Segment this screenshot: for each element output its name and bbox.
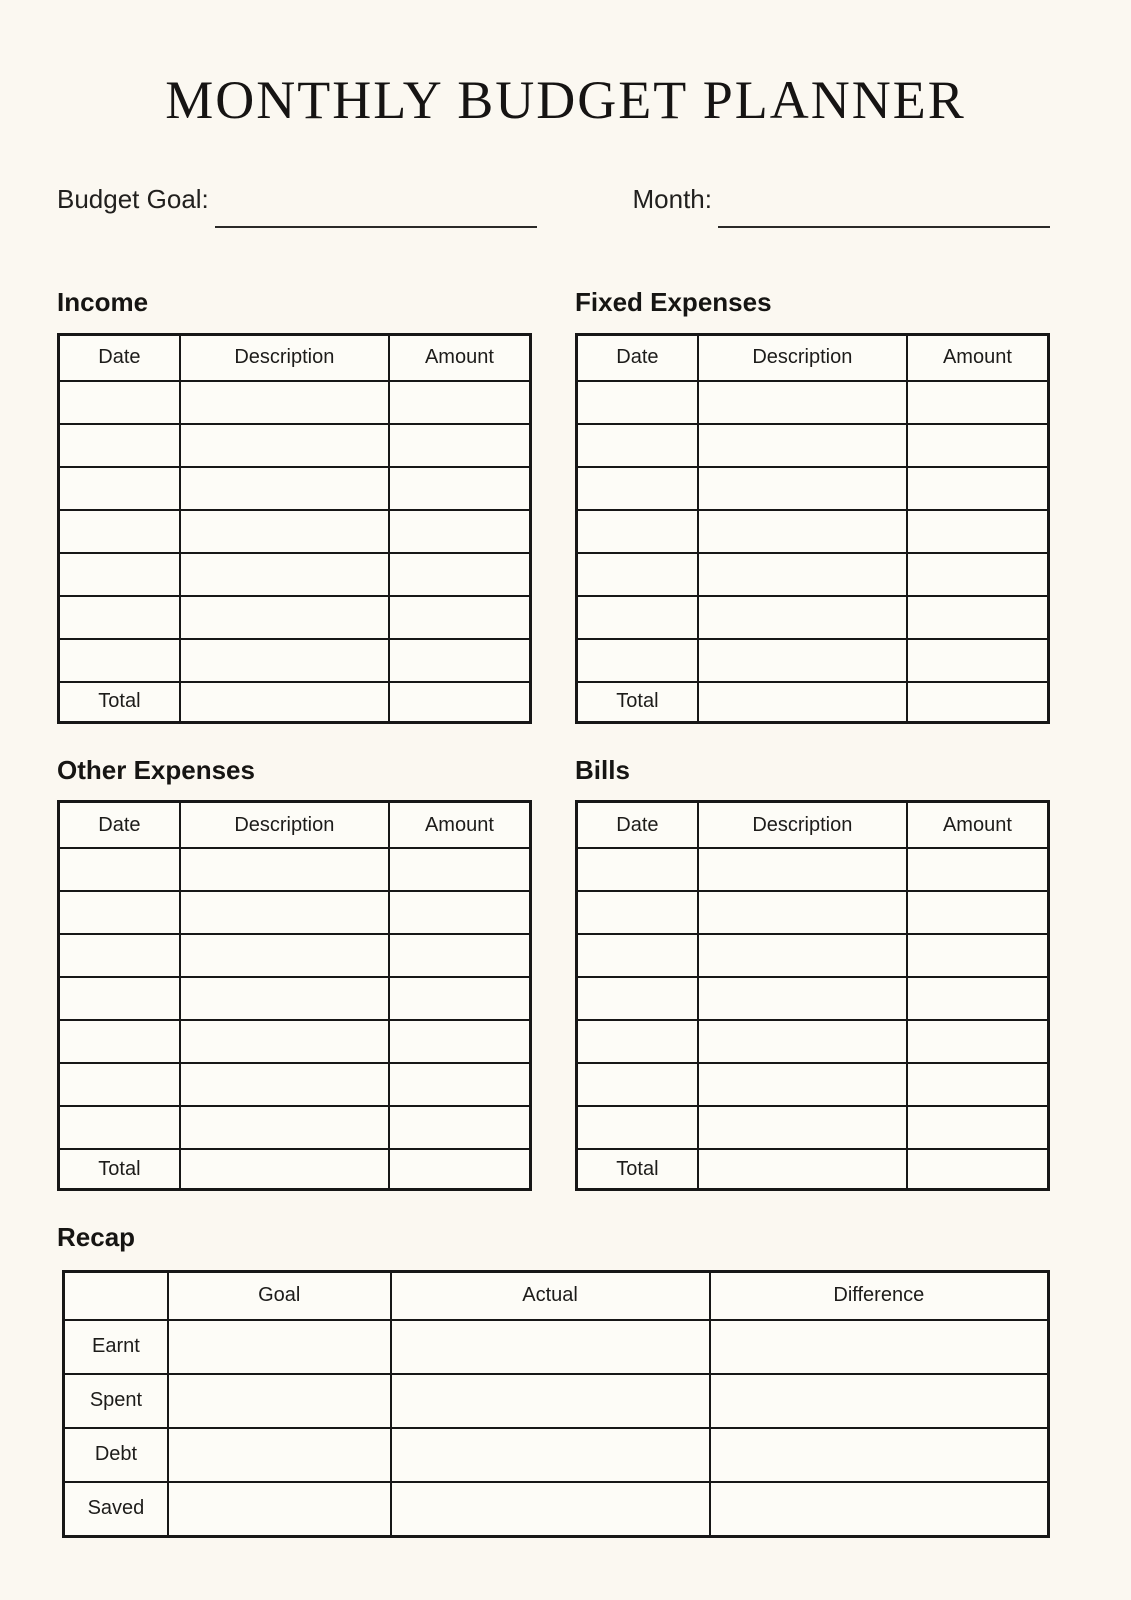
date-cell[interactable] [577,848,698,891]
amount-cell[interactable] [389,977,531,1020]
entry-row [59,934,531,977]
date-cell[interactable] [59,467,180,510]
amount-cell[interactable] [907,639,1049,682]
description-cell[interactable] [180,848,389,891]
description-cell[interactable] [180,424,389,467]
description-cell[interactable] [698,424,907,467]
amount-cell[interactable] [389,553,531,596]
entry-row [59,977,531,1020]
description-column-header: Description [698,334,907,381]
header-row [59,334,531,381]
amount-cell[interactable] [389,934,531,977]
recap-section [57,1221,1050,1538]
total-row [59,1149,531,1190]
total-description-cell[interactable] [698,1149,907,1190]
description-cell[interactable] [180,381,389,424]
total-label-cell: Total [577,682,698,723]
description-cell[interactable] [698,467,907,510]
description-cell[interactable] [698,1063,907,1106]
amount-cell[interactable] [389,467,531,510]
description-cell[interactable] [698,510,907,553]
date-cell[interactable] [59,1063,180,1106]
date-cell[interactable] [59,1020,180,1063]
amount-cell[interactable] [389,1020,531,1063]
actual-column-header: Actual [391,1271,710,1320]
difference-column-header: Difference [710,1271,1049,1320]
total-amount-cell[interactable] [389,682,531,723]
amount-cell[interactable] [389,1063,531,1106]
date-cell[interactable] [577,596,698,639]
date-cell[interactable] [59,977,180,1020]
actual-cell[interactable] [391,1374,710,1428]
amount-cell[interactable] [907,424,1049,467]
page-title: MONTHLY BUDGET PLANNER [165,70,966,130]
date-column-header: Date [577,334,698,381]
other-expenses-section-title: Other Expenses [57,754,255,785]
amount-column-header: Amount [907,802,1049,849]
entry-row [59,381,531,424]
fixed-expenses-section [575,216,1050,724]
date-cell[interactable] [577,424,698,467]
form-header [57,183,1050,217]
amount-cell[interactable] [389,381,531,424]
entry-row [577,891,1049,934]
income-section [57,216,532,724]
tables-row-2 [57,724,1050,1192]
amount-cell[interactable] [907,510,1049,553]
date-cell[interactable] [59,639,180,682]
amount-cell[interactable] [389,891,531,934]
actual-cell[interactable] [391,1482,710,1537]
amount-cell[interactable] [907,1106,1049,1149]
header-row [577,334,1049,381]
description-cell[interactable] [180,977,389,1020]
description-cell[interactable] [698,596,907,639]
entry-row [59,639,531,682]
description-cell[interactable] [180,891,389,934]
entry-row [577,1106,1049,1149]
description-cell[interactable] [698,639,907,682]
total-label-cell: Total [577,1149,698,1190]
date-cell[interactable] [577,977,698,1020]
description-cell[interactable] [180,639,389,682]
total-row [577,1149,1049,1190]
income-table [57,333,532,724]
entry-row [59,424,531,467]
amount-column-header: Amount [389,334,531,381]
bills-section-title: Bills [575,754,630,785]
description-cell[interactable] [698,1106,907,1149]
amount-column-header: Amount [907,334,1049,381]
income-section-title: Income [57,287,149,318]
entry-row [577,848,1049,891]
date-cell[interactable] [577,934,698,977]
entry-row [59,553,531,596]
difference-cell[interactable] [710,1374,1049,1428]
tables-row-1 [57,216,1050,724]
description-cell[interactable] [180,1020,389,1063]
amount-cell[interactable] [907,891,1049,934]
date-column-header: Date [577,802,698,849]
entry-row [59,1106,531,1149]
description-cell[interactable] [180,596,389,639]
bills-table [575,800,1050,1191]
entry-row [59,1020,531,1063]
entry-row [577,977,1049,1020]
total-row [59,682,531,723]
amount-cell[interactable] [907,381,1049,424]
fixed-expenses-table [575,333,1050,724]
amount-cell[interactable] [389,596,531,639]
recap-row-label: Spent [64,1374,168,1428]
amount-cell[interactable] [389,848,531,891]
goal-cell[interactable] [168,1428,391,1482]
actual-cell[interactable] [391,1428,710,1482]
difference-cell[interactable] [710,1428,1049,1482]
amount-cell[interactable] [389,639,531,682]
header-row [59,802,531,849]
total-label-cell: Total [59,1149,180,1190]
entry-row [577,381,1049,424]
date-cell[interactable] [59,510,180,553]
entry-row [59,596,531,639]
total-row [577,682,1049,723]
other-expenses-table [57,800,532,1191]
amount-cell[interactable] [907,977,1049,1020]
description-cell[interactable] [180,1106,389,1149]
month-label: Month: [632,183,712,214]
recap-row-label: Debt [64,1428,168,1482]
description-cell[interactable] [698,977,907,1020]
amount-cell[interactable] [907,596,1049,639]
recap-table [62,1270,1050,1538]
total-amount-cell[interactable] [389,1149,531,1190]
total-description-cell[interactable] [698,682,907,723]
recap-corner-cell [64,1271,168,1320]
difference-cell[interactable] [710,1320,1049,1374]
description-column-header: Description [180,802,389,849]
month-field [633,183,1051,217]
entry-row [577,596,1049,639]
entry-row [59,467,531,510]
amount-cell[interactable] [389,510,531,553]
description-cell[interactable] [698,1020,907,1063]
goal-cell[interactable] [168,1374,391,1428]
date-cell[interactable] [59,934,180,977]
total-label-cell: Total [59,682,180,723]
description-cell[interactable] [698,553,907,596]
recap-section-title: Recap [57,1222,136,1253]
recap-row-label: Earnt [64,1320,168,1374]
amount-cell[interactable] [907,467,1049,510]
date-cell[interactable] [59,553,180,596]
date-column-header: Date [59,334,180,381]
description-cell[interactable] [698,381,907,424]
goal-cell[interactable] [168,1482,391,1537]
date-cell[interactable] [577,381,698,424]
recap-row-label: Saved [64,1482,168,1537]
date-column-header: Date [59,802,180,849]
goal-column-header: Goal [168,1271,391,1320]
header-row [64,1271,1049,1320]
recap-row-spent [64,1374,1049,1428]
amount-cell[interactable] [907,1020,1049,1063]
description-column-header: Description [180,334,389,381]
amount-cell[interactable] [907,848,1049,891]
description-cell[interactable] [180,1063,389,1106]
entry-row [577,639,1049,682]
description-cell[interactable] [180,934,389,977]
date-cell[interactable] [577,1106,698,1149]
entry-row [577,510,1049,553]
amount-column-header: Amount [389,802,531,849]
entry-row [59,891,531,934]
date-cell[interactable] [577,1020,698,1063]
budget-goal-field [57,183,537,217]
amount-cell[interactable] [907,934,1049,977]
date-cell[interactable] [577,510,698,553]
fixed-expenses-section-title: Fixed Expenses [575,287,772,318]
description-cell[interactable] [180,467,389,510]
description-cell[interactable] [698,891,907,934]
header-row [577,802,1049,849]
entry-row [59,848,531,891]
amount-cell[interactable] [907,1063,1049,1106]
recap-row-debt [64,1428,1049,1482]
description-cell[interactable] [180,553,389,596]
description-cell[interactable] [698,934,907,977]
budget-goal-input-line[interactable] [215,226,537,228]
date-cell[interactable] [577,891,698,934]
goal-cell[interactable] [168,1320,391,1374]
entry-row [59,510,531,553]
date-cell[interactable] [577,467,698,510]
date-cell[interactable] [59,381,180,424]
entry-row [577,553,1049,596]
date-cell[interactable] [59,1106,180,1149]
date-cell[interactable] [59,848,180,891]
entry-row [577,1020,1049,1063]
description-cell[interactable] [180,510,389,553]
date-cell[interactable] [59,424,180,467]
date-cell[interactable] [577,1063,698,1106]
recap-row-saved [64,1482,1049,1537]
date-cell[interactable] [577,553,698,596]
date-cell[interactable] [59,891,180,934]
entry-row [577,424,1049,467]
total-description-cell[interactable] [180,682,389,723]
month-input-line[interactable] [718,226,1050,228]
other-expenses-section [57,724,532,1192]
total-amount-cell[interactable] [907,682,1049,723]
budget-goal-label: Budget Goal: [57,183,209,214]
bills-section [575,724,1050,1192]
description-cell[interactable] [698,848,907,891]
difference-cell[interactable] [710,1482,1049,1537]
actual-cell[interactable] [391,1320,710,1374]
entry-row [577,467,1049,510]
recap-row-earnt [64,1320,1049,1374]
date-cell[interactable] [577,639,698,682]
total-amount-cell[interactable] [907,1149,1049,1190]
date-cell[interactable] [59,596,180,639]
description-column-header: Description [698,802,907,849]
entry-row [577,934,1049,977]
total-description-cell[interactable] [180,1149,389,1190]
amount-cell[interactable] [389,1106,531,1149]
amount-cell[interactable] [907,553,1049,596]
entry-row [577,1063,1049,1106]
entry-row [59,1063,531,1106]
amount-cell[interactable] [389,424,531,467]
